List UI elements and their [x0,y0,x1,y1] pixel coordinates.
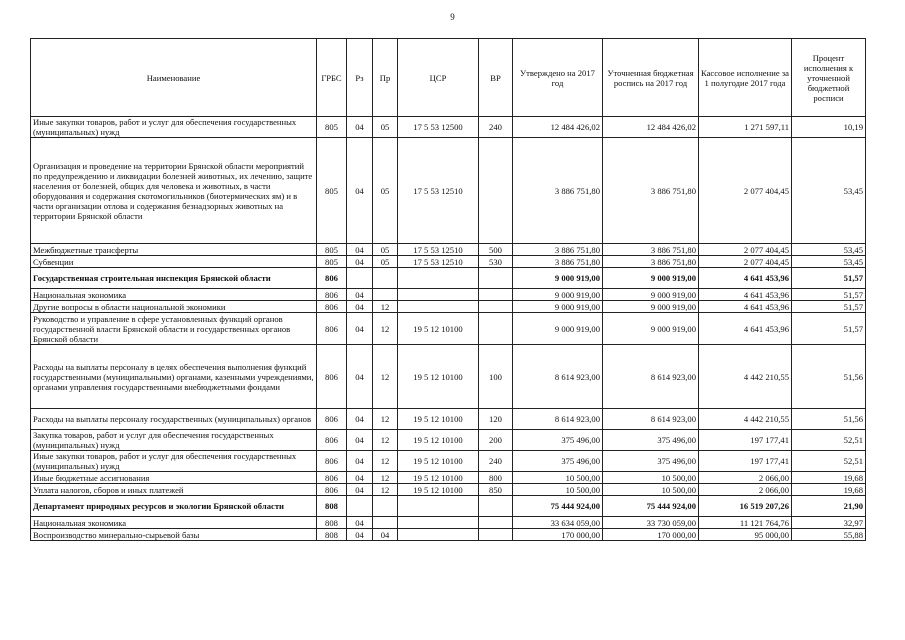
cell-executed: 16 519 207,26 [699,496,792,517]
cell-approved: 3 886 751,80 [513,244,603,256]
cell-percent: 52,51 [792,430,866,451]
cell-refined: 375 496,00 [603,451,699,472]
table-row [31,256,866,268]
cell-name: Департамент природных ресурсов и экологии Брянской области [31,496,317,517]
cell-vr: 120 [479,409,513,430]
cell-percent: 53,45 [792,138,866,244]
table-row [31,529,866,541]
cell-approved: 9 000 919,00 [513,301,603,313]
budget-execution-table [30,38,866,541]
cell-name: Уплата налогов, сборов и иных платежей [31,484,317,496]
cell-approved: 10 500,00 [513,484,603,496]
cell-approved: 8 614 923,00 [513,409,603,430]
cell-approved: 8 614 923,00 [513,345,603,409]
cell-executed: 2 077 404,45 [699,256,792,268]
cell-rz: 04 [347,117,373,138]
cell-refined: 75 444 924,00 [603,496,699,517]
cell-pr [373,496,398,517]
table-row [31,138,866,244]
cell-csr [398,301,479,313]
cell-grbs: 806 [317,289,347,301]
cell-pr [373,268,398,289]
cell-approved: 10 500,00 [513,472,603,484]
cell-executed: 1 271 597,11 [699,117,792,138]
cell-csr: 19 5 12 10100 [398,484,479,496]
cell-refined: 9 000 919,00 [603,289,699,301]
col-header-name: Наименование [31,39,317,117]
cell-csr: 17 5 53 12510 [398,256,479,268]
table-row [31,496,866,517]
cell-name: Воспроизводство минерально-сырьевой базы [31,529,317,541]
cell-name: Руководство и управление в сфере установленных функций органов государственной власти Брянской области и государственных органов Брянской области [31,313,317,345]
cell-rz: 04 [347,529,373,541]
cell-approved: 3 886 751,80 [513,138,603,244]
cell-grbs: 805 [317,138,347,244]
cell-refined: 8 614 923,00 [603,409,699,430]
cell-refined: 3 886 751,80 [603,244,699,256]
cell-pr: 05 [373,256,398,268]
cell-grbs: 808 [317,496,347,517]
cell-vr: 240 [479,451,513,472]
cell-csr: 19 5 12 10100 [398,409,479,430]
cell-rz: 04 [347,256,373,268]
table-row [31,117,866,138]
cell-name: Иные закупки товаров, работ и услуг для обеспечения государственных (муниципальных) нужд [31,451,317,472]
cell-rz: 04 [347,138,373,244]
cell-refined: 33 730 059,00 [603,517,699,529]
cell-refined: 10 500,00 [603,472,699,484]
cell-grbs: 806 [317,451,347,472]
col-header-percent: Процент исполнения к уточненной бюджетной росписи [792,39,866,117]
table-row [31,268,866,289]
cell-rz: 04 [347,430,373,451]
cell-refined: 8 614 923,00 [603,345,699,409]
col-header-grbs: ГРБС [317,39,347,117]
cell-csr [398,289,479,301]
cell-csr: 19 5 12 10100 [398,430,479,451]
cell-vr: 850 [479,484,513,496]
cell-executed: 2 077 404,45 [699,244,792,256]
cell-percent: 51,56 [792,409,866,430]
cell-csr [398,496,479,517]
cell-csr: 19 5 12 10100 [398,451,479,472]
cell-executed: 4 641 453,96 [699,301,792,313]
cell-vr: 800 [479,472,513,484]
cell-refined: 3 886 751,80 [603,256,699,268]
cell-vr: 200 [479,430,513,451]
cell-pr: 12 [373,484,398,496]
cell-approved: 375 496,00 [513,430,603,451]
cell-executed: 2 077 404,45 [699,138,792,244]
cell-approved: 3 886 751,80 [513,256,603,268]
cell-percent: 51,57 [792,301,866,313]
cell-vr [479,301,513,313]
cell-pr: 12 [373,409,398,430]
cell-refined: 9 000 919,00 [603,301,699,313]
cell-vr: 100 [479,345,513,409]
cell-grbs: 805 [317,244,347,256]
table-row [31,451,866,472]
cell-vr [479,496,513,517]
cell-vr [479,517,513,529]
cell-refined: 9 000 919,00 [603,268,699,289]
cell-csr: 17 5 53 12500 [398,117,479,138]
cell-percent: 51,57 [792,289,866,301]
cell-pr: 12 [373,301,398,313]
cell-grbs: 806 [317,409,347,430]
cell-percent: 32,97 [792,517,866,529]
cell-percent: 51,56 [792,345,866,409]
cell-grbs: 806 [317,313,347,345]
table-row [31,430,866,451]
cell-name: Расходы на выплаты персоналу в целях обеспечения выполнения функций государственными (муниципальными) органами, казенными учреждениями, органами управления государственными внебюджетными фондами [31,345,317,409]
cell-approved: 9 000 919,00 [513,313,603,345]
table-row [31,484,866,496]
cell-approved: 75 444 924,00 [513,496,603,517]
cell-percent: 53,45 [792,244,866,256]
cell-csr: 17 5 53 12510 [398,244,479,256]
cell-csr: 19 5 12 10100 [398,313,479,345]
cell-rz: 04 [347,409,373,430]
cell-percent: 19,68 [792,472,866,484]
cell-name: Другие вопросы в области национальной экономики [31,301,317,313]
cell-vr [479,289,513,301]
cell-name: Государственная строительная инспекция Брянской области [31,268,317,289]
cell-executed: 197 177,41 [699,430,792,451]
cell-csr [398,517,479,529]
cell-grbs: 806 [317,301,347,313]
cell-grbs: 806 [317,345,347,409]
col-header-approved: Утверждено на 2017 год [513,39,603,117]
cell-percent: 21,90 [792,496,866,517]
cell-executed: 4 442 210,55 [699,345,792,409]
col-header-vr: ВР [479,39,513,117]
cell-csr [398,268,479,289]
cell-percent: 52,51 [792,451,866,472]
cell-grbs: 806 [317,484,347,496]
table-row [31,517,866,529]
cell-approved: 12 484 426,02 [513,117,603,138]
cell-pr: 04 [373,529,398,541]
table-row [31,345,866,409]
cell-name: Национальная экономика [31,289,317,301]
cell-pr: 12 [373,430,398,451]
cell-percent: 10,19 [792,117,866,138]
table-row [31,244,866,256]
cell-executed: 4 641 453,96 [699,313,792,345]
cell-vr: 530 [479,256,513,268]
cell-executed: 2 066,00 [699,472,792,484]
cell-rz: 04 [347,244,373,256]
table-row [31,289,866,301]
cell-pr [373,517,398,529]
table-row [31,472,866,484]
table-row [31,313,866,345]
cell-name: Национальная экономика [31,517,317,529]
cell-name: Межбюджетные трансферты [31,244,317,256]
cell-vr [479,138,513,244]
table-header-row [31,39,866,117]
cell-rz: 04 [347,484,373,496]
cell-pr: 12 [373,451,398,472]
cell-refined: 9 000 919,00 [603,313,699,345]
cell-pr: 12 [373,313,398,345]
cell-vr [479,313,513,345]
cell-rz: 04 [347,345,373,409]
cell-name: Иные бюджетные ассигнования [31,472,317,484]
cell-vr [479,529,513,541]
cell-name: Закупка товаров, работ и услуг для обеспечения государственных (муниципальных) нужд [31,430,317,451]
col-header-pr: Пр [373,39,398,117]
cell-vr: 240 [479,117,513,138]
cell-pr: 12 [373,345,398,409]
cell-executed: 4 442 210,55 [699,409,792,430]
cell-name: Субвенции [31,256,317,268]
cell-executed: 197 177,41 [699,451,792,472]
cell-pr: 05 [373,138,398,244]
cell-executed: 4 641 453,96 [699,289,792,301]
cell-executed: 11 121 764,76 [699,517,792,529]
cell-csr: 19 5 12 10100 [398,345,479,409]
cell-refined: 170 000,00 [603,529,699,541]
cell-pr [373,289,398,301]
col-header-rz: Рз [347,39,373,117]
cell-approved: 375 496,00 [513,451,603,472]
cell-grbs: 808 [317,517,347,529]
cell-grbs: 805 [317,256,347,268]
cell-refined: 375 496,00 [603,430,699,451]
cell-grbs: 805 [317,117,347,138]
cell-rz: 04 [347,451,373,472]
cell-pr: 05 [373,244,398,256]
cell-refined: 3 886 751,80 [603,138,699,244]
cell-percent: 51,57 [792,268,866,289]
cell-csr: 19 5 12 10100 [398,472,479,484]
cell-approved: 33 634 059,00 [513,517,603,529]
cell-approved: 9 000 919,00 [513,268,603,289]
cell-name: Организация и проведение на территории Брянской области мероприятий по предупреждению и ликвидации болезней животных, их лечению, защите населения от болезней, общих для человека и животных, в части оборудования и содержания скотомогильников (биотермических ям) и в части организации отлова и содержания безнадзорных животных на территории Брянской области [31,138,317,244]
cell-percent: 53,45 [792,256,866,268]
cell-rz: 04 [347,313,373,345]
cell-csr [398,529,479,541]
cell-refined: 10 500,00 [603,484,699,496]
table-row [31,409,866,430]
cell-rz: 04 [347,472,373,484]
cell-vr [479,268,513,289]
cell-executed: 2 066,00 [699,484,792,496]
cell-percent: 55,88 [792,529,866,541]
cell-rz [347,496,373,517]
cell-grbs: 806 [317,430,347,451]
cell-csr: 17 5 53 12510 [398,138,479,244]
cell-percent: 51,57 [792,313,866,345]
page-number: 9 [450,12,455,22]
col-header-executed: Кассовое исполнение за 1 полугодие 2017 года [699,39,792,117]
table-row [31,301,866,313]
cell-percent: 19,68 [792,484,866,496]
cell-grbs: 808 [317,529,347,541]
cell-approved: 170 000,00 [513,529,603,541]
cell-refined: 12 484 426,02 [603,117,699,138]
cell-name: Расходы на выплаты персоналу государственных (муниципальных) органов [31,409,317,430]
cell-pr: 12 [373,472,398,484]
cell-pr: 05 [373,117,398,138]
cell-executed: 4 641 453,96 [699,268,792,289]
cell-name: Иные закупки товаров, работ и услуг для обеспечения государственных (муниципальных) нужд [31,117,317,138]
cell-executed: 95 000,00 [699,529,792,541]
cell-approved: 9 000 919,00 [513,289,603,301]
cell-rz [347,268,373,289]
col-header-csr: ЦСР [398,39,479,117]
cell-vr: 500 [479,244,513,256]
cell-rz: 04 [347,301,373,313]
cell-grbs: 806 [317,472,347,484]
col-header-refined: Уточненная бюджетная роспись на 2017 год [603,39,699,117]
cell-grbs: 806 [317,268,347,289]
cell-rz: 04 [347,517,373,529]
cell-rz: 04 [347,289,373,301]
